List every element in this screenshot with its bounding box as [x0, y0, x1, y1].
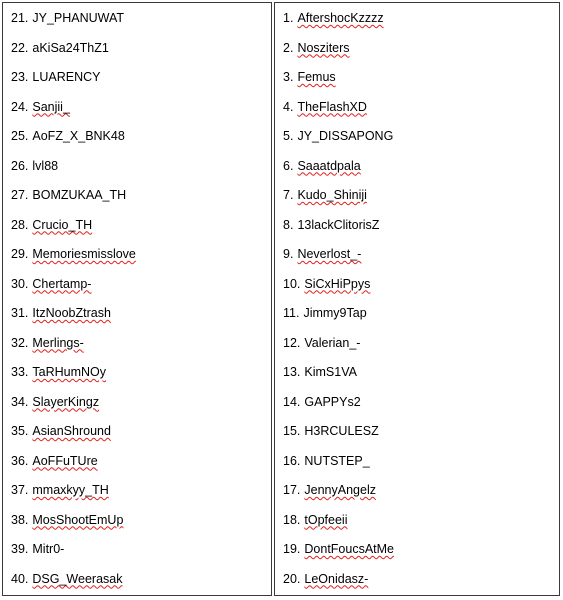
item-number: 35. — [11, 424, 29, 438]
item-number: 34. — [11, 394, 29, 409]
list-item — [11, 570, 136, 600]
item-number: 30. — [11, 276, 29, 291]
list-item — [283, 334, 394, 364]
item-number: 4. — [283, 99, 294, 114]
list-item — [283, 540, 394, 570]
list-item — [11, 481, 136, 511]
player-name: ItzNoobZtrash — [32, 306, 111, 320]
player-name: LeOnidasz- — [304, 571, 369, 586]
item-number: 22. — [11, 40, 29, 55]
player-name: SiCxHiPpys — [304, 276, 371, 291]
player-name: mmaxkyy_TH — [32, 483, 109, 497]
list-item — [11, 422, 136, 452]
list-item — [283, 393, 394, 423]
item-number: 36. — [11, 453, 29, 468]
list-item — [283, 98, 394, 128]
list-item — [283, 275, 394, 305]
left-column-cell — [2, 2, 272, 596]
list-item — [283, 186, 394, 216]
item-number: 6. — [283, 158, 294, 173]
item-number: 16. — [283, 453, 301, 468]
player-name: Nosziters — [297, 40, 350, 55]
player-name: SlayerKingz — [32, 394, 100, 409]
list-item — [11, 540, 136, 570]
player-name: Saaatdpala — [297, 158, 361, 173]
item-number: 24. — [11, 99, 29, 114]
player-name: NUTSTEP_ — [304, 453, 370, 468]
player-name: Jimmy9Tap — [303, 306, 367, 320]
list-item — [283, 511, 394, 541]
list-item — [11, 304, 136, 334]
list-item — [11, 452, 136, 482]
player-name: tOpfeeii — [304, 512, 348, 527]
player-name: AsianShround — [32, 424, 111, 438]
item-number: 10. — [283, 276, 301, 291]
item-number: 28. — [11, 217, 29, 232]
item-number: 23. — [11, 70, 29, 84]
list-item — [283, 452, 394, 482]
player-name: TheFlashXD — [297, 99, 367, 114]
right-column-cell — [274, 2, 560, 596]
right-player-list — [283, 9, 394, 599]
player-name: lvl88 — [32, 158, 59, 173]
player-name: Memoriesmisslove — [32, 247, 136, 261]
player-name: DontFoucsAtMe — [304, 542, 395, 556]
list-item — [11, 186, 136, 216]
left-player-list — [11, 9, 136, 599]
list-item — [11, 68, 136, 98]
list-item — [283, 157, 394, 187]
player-name: 13lackClitorisZ — [297, 217, 380, 232]
player-name: AftershocKzzzz — [297, 11, 384, 25]
list-item — [11, 39, 136, 69]
item-number: 3. — [283, 70, 294, 84]
player-name: BOMZUKAA_TH — [32, 188, 127, 202]
list-item — [283, 570, 394, 600]
item-number: 17. — [283, 483, 301, 497]
item-number: 29. — [11, 247, 29, 261]
player-name: Valerian_- — [304, 335, 361, 350]
player-name: MosShootEmUp — [32, 512, 124, 527]
item-number: 32. — [11, 335, 29, 350]
item-number: 1. — [283, 11, 294, 25]
player-name: AoFZ_X_BNK48 — [32, 129, 125, 143]
list-item — [283, 127, 394, 157]
item-number: 20. — [283, 571, 301, 586]
player-name: Neverlost_- — [297, 247, 362, 261]
player-name: JennyAngelz — [304, 483, 376, 497]
list-item — [283, 39, 394, 69]
item-number: 21. — [11, 11, 29, 25]
player-name: Femus — [297, 70, 336, 84]
player-name: KimS1VA — [304, 365, 357, 379]
item-number: 19. — [283, 542, 301, 556]
item-number: 40. — [11, 571, 29, 586]
item-number: 8. — [283, 217, 294, 232]
list-item — [283, 9, 394, 39]
item-number: 11. — [283, 306, 300, 320]
item-number: 12. — [283, 335, 301, 350]
item-number: 37. — [11, 483, 29, 497]
list-item — [283, 216, 394, 246]
list-item — [11, 275, 136, 305]
player-name: Chertamp- — [32, 276, 92, 291]
player-name: Merlings- — [32, 335, 84, 350]
list-item — [11, 157, 136, 187]
item-number: 25. — [11, 129, 29, 143]
player-name: Sanjii_ — [32, 99, 70, 114]
item-number: 9. — [283, 247, 294, 261]
list-item — [283, 363, 394, 393]
list-item — [283, 304, 394, 334]
item-number: 13. — [283, 365, 301, 379]
player-name: H3RCULESZ — [304, 424, 379, 438]
player-name: Mitr0- — [32, 542, 65, 556]
player-name: aKiSa24ThZ1 — [32, 40, 109, 55]
list-item — [11, 363, 136, 393]
list-item — [283, 245, 394, 275]
list-item — [11, 98, 136, 128]
list-item — [283, 422, 394, 452]
list-item — [11, 245, 136, 275]
item-number: 5. — [283, 129, 294, 143]
list-item — [283, 68, 394, 98]
list-item — [11, 127, 136, 157]
item-number: 15. — [283, 424, 301, 438]
player-name: LUARENCY — [32, 70, 101, 84]
item-number: 38. — [11, 512, 29, 527]
list-item — [11, 393, 136, 423]
item-number: 2. — [283, 40, 294, 55]
list-item — [11, 334, 136, 364]
player-name: GAPPYs2 — [304, 394, 361, 409]
player-name: DSG_Weerasak — [32, 571, 123, 586]
player-name: JY_PHANUWAT — [32, 11, 125, 25]
list-item — [283, 481, 394, 511]
item-number: 26. — [11, 158, 29, 173]
item-number: 33. — [11, 365, 29, 379]
player-name: Crucio_TH — [32, 217, 93, 232]
list-item — [11, 511, 136, 541]
list-item — [11, 9, 136, 39]
item-number: 7. — [283, 188, 294, 202]
player-name: JY_DISSAPONG — [297, 129, 394, 143]
item-number: 31. — [11, 306, 29, 320]
item-number: 14. — [283, 394, 301, 409]
player-name: Kudo_Shiniji — [297, 188, 367, 202]
item-number: 27. — [11, 188, 29, 202]
player-name: TaRHumNOy — [32, 365, 107, 379]
item-number: 18. — [283, 512, 301, 527]
player-name: AoFFuTUre — [32, 453, 98, 468]
item-number: 39. — [11, 542, 29, 556]
list-item — [11, 216, 136, 246]
